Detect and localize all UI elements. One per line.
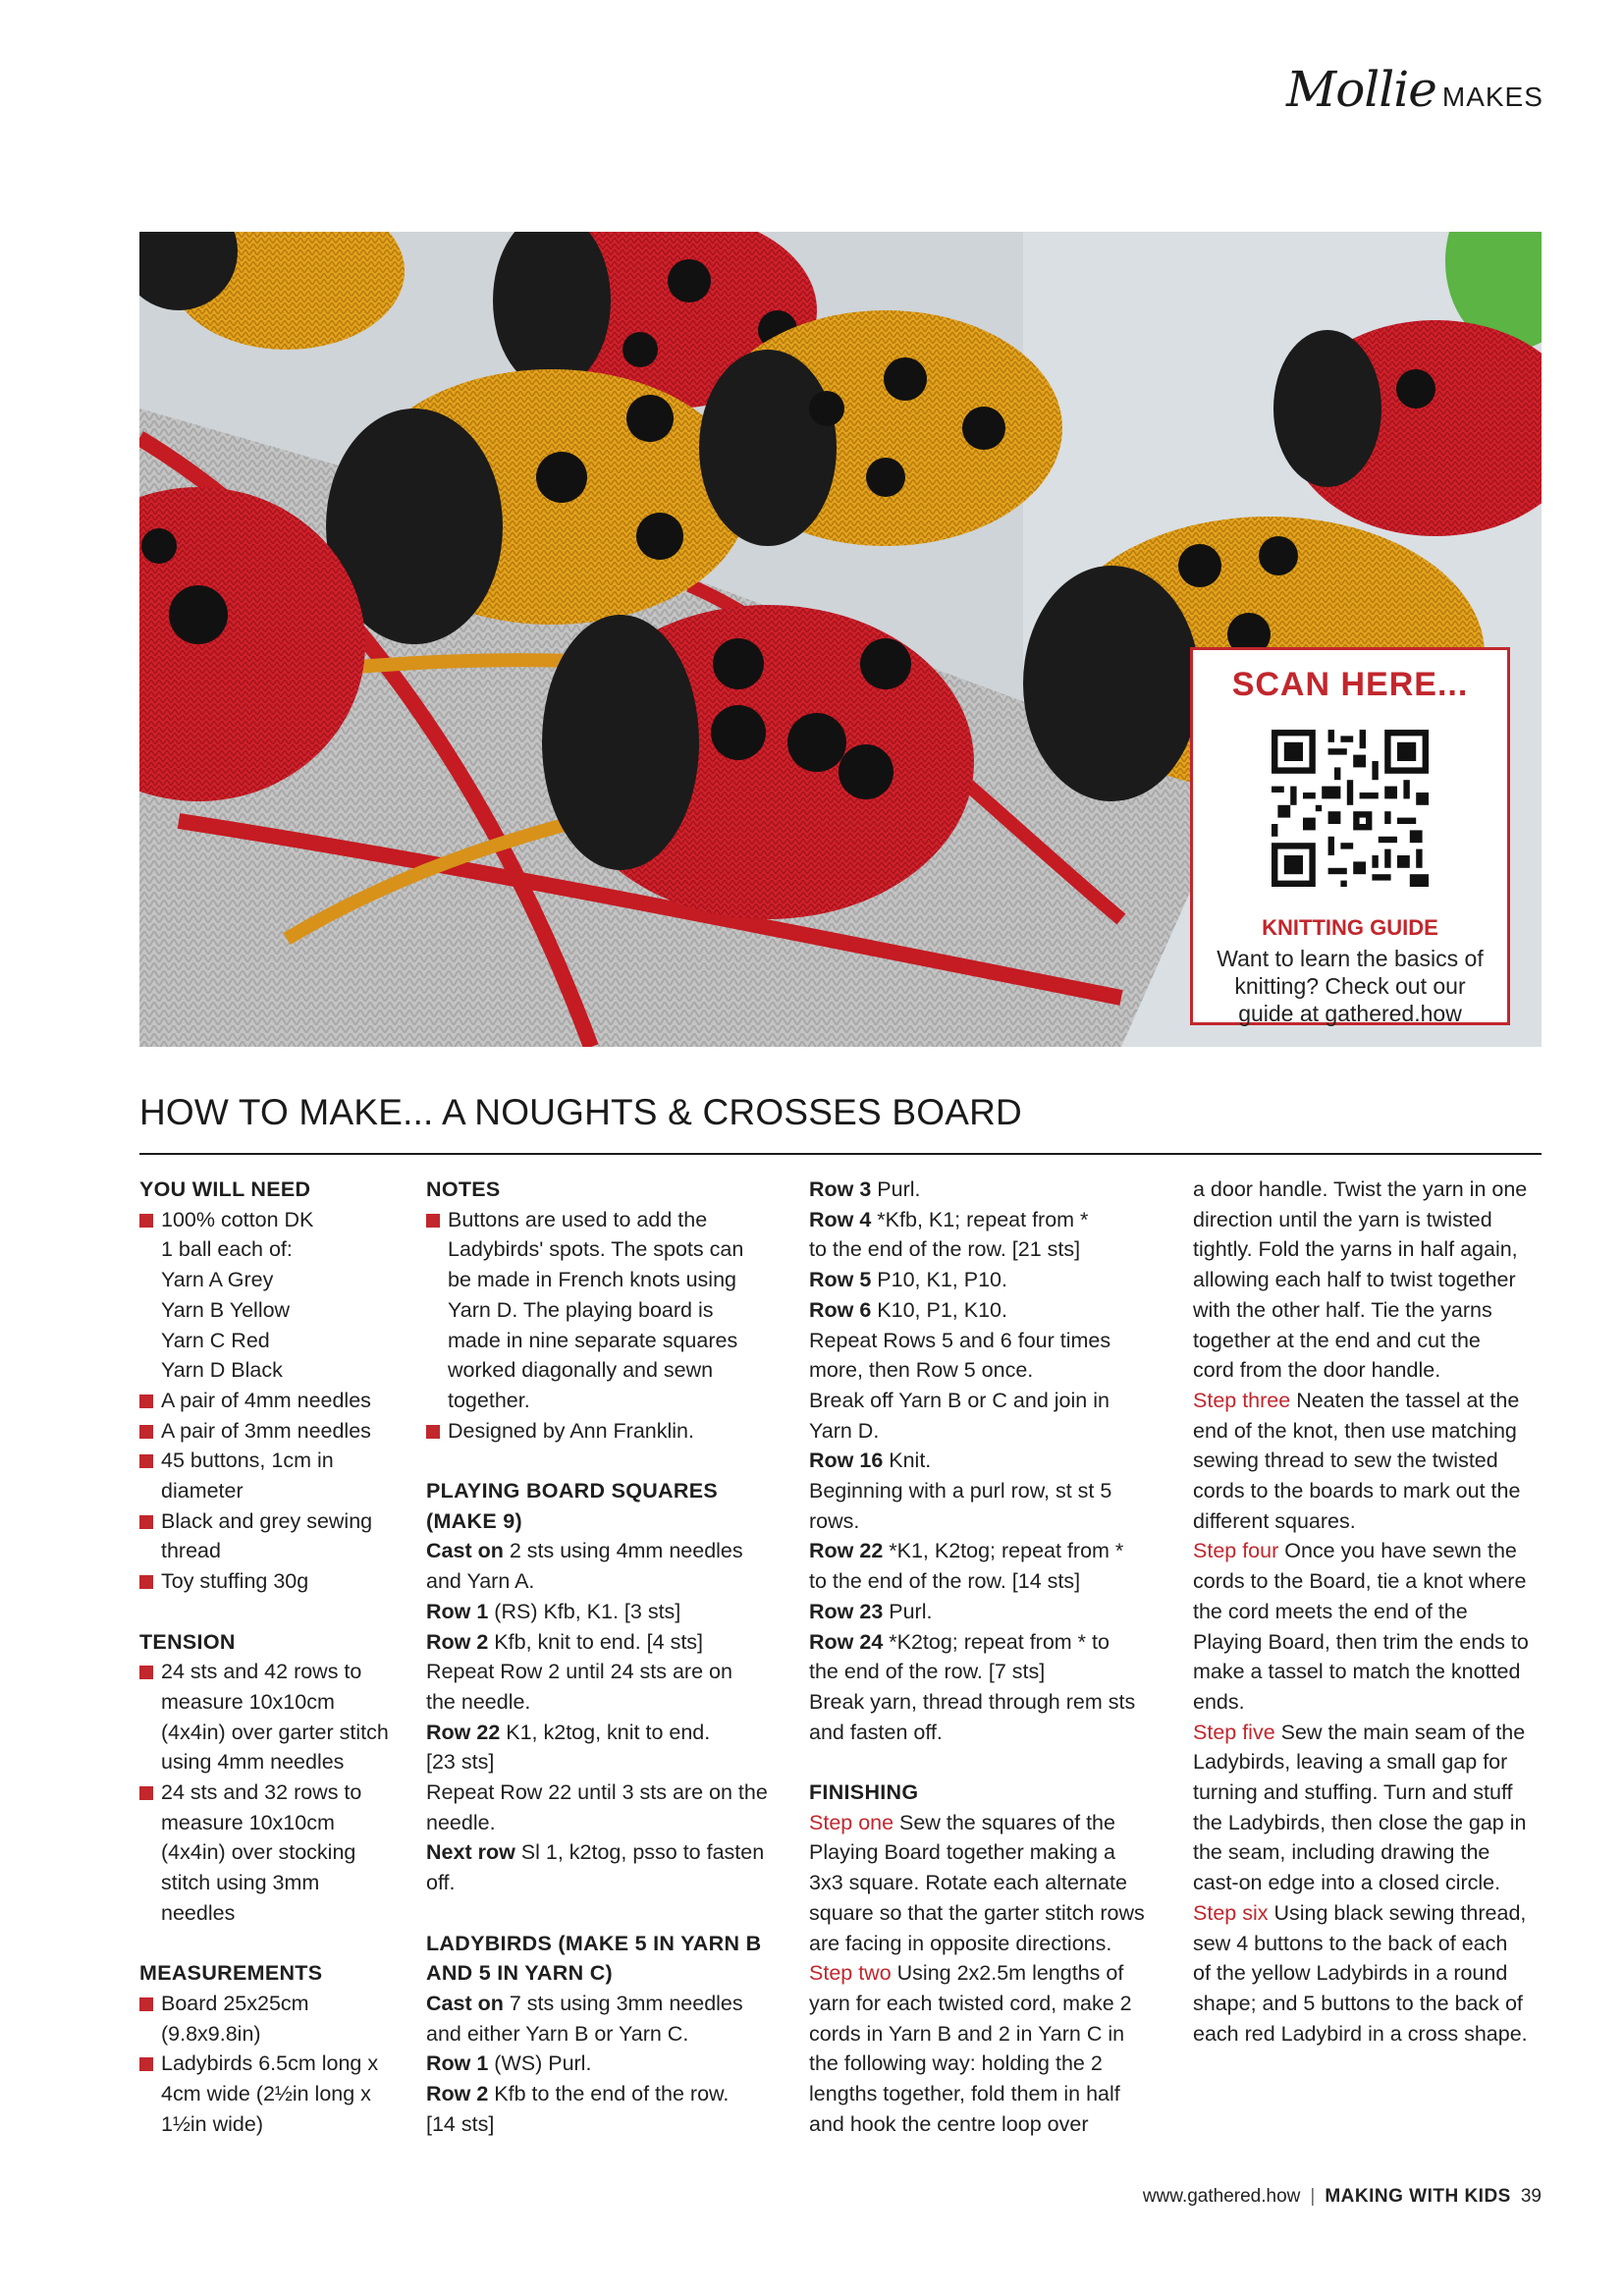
instruction: the end of the row. [7 sts] [809, 1660, 1046, 1684]
step-line: the following way: holding the 2 [809, 2051, 1103, 2076]
instruction: Next row Sl 1, k2tog, psso to fasten [426, 1840, 765, 1865]
instruction: Yarn D. [809, 1418, 880, 1443]
list-item-cont: using 4mm needles [161, 1750, 345, 1775]
brand-logo [1286, 61, 1543, 118]
note-item: Buttons are used to add the [426, 1205, 789, 1235]
instruction: rows. [809, 1508, 860, 1533]
instruction: and fasten off. [809, 1720, 943, 1744]
instruction: Repeat Row 2 until 24 sts are on [426, 1660, 732, 1684]
step-line: end of the knot, then use matching [1193, 1418, 1517, 1443]
instruction: Row 5 P10, K1, P10. [809, 1268, 1007, 1292]
step: Step six Using black sewing thread, [1193, 1900, 1527, 1925]
qr-code-icon[interactable] [1272, 730, 1429, 887]
step-line: and hook the centre loop over [809, 2111, 1089, 2136]
page-number: 39 [1520, 2186, 1542, 2207]
heading-you-will-need: YOU WILL NEED [139, 1177, 311, 1201]
step-line: square so that the garter stitch rows [809, 1900, 1145, 1925]
column-ladybird-rows [809, 1175, 1172, 2139]
step-line: each red Ladybird in a cross shape. [1193, 2021, 1528, 2046]
step-line: turning and stuffing. Turn and stuff [1193, 1780, 1513, 1805]
list-item-cont: diameter [161, 1479, 244, 1503]
scan-description: Want to learn the basics of knitting? Check out our guide at gathered.how [1217, 946, 1484, 1026]
step-line: Playing Board together making a [809, 1840, 1115, 1865]
list-item-cont: (9.8x9.8in) [161, 2021, 261, 2046]
instruction: Row 22 K1, k2tog, knit to end. [426, 1720, 711, 1744]
instruction: Row 23 Purl. [809, 1599, 933, 1623]
list-item-cont: stitch using 3mm [161, 1871, 320, 1895]
step-line: ends. [1193, 1689, 1245, 1714]
yarn-a: Yarn A Grey [161, 1268, 274, 1292]
step: Step two Using 2x2.5m lengths of [809, 1961, 1124, 1986]
instruction: Cast on 2 sts using 4mm needles [426, 1539, 743, 1563]
step-line: cords to the boards to mark out the [1193, 1479, 1521, 1503]
step-line: a door handle. Twist the yarn in one [1193, 1177, 1528, 1201]
note-line: together. [448, 1388, 530, 1412]
step: Step three Neaten the tassel at the [1193, 1388, 1520, 1412]
list-item: Board 25x25cm [139, 1989, 405, 2019]
step-line: are facing in opposite directions. [809, 1931, 1112, 1955]
heading-finishing: FINISHING [809, 1780, 919, 1805]
step-line: cords in Yarn B and 2 in Yarn C in [809, 2021, 1125, 2046]
note-line: Ladybirds' spots. The spots can [448, 1237, 744, 1262]
list-item: 24 sts and 32 rows to [139, 1777, 405, 1808]
instruction: Row 1 (WS) Purl. [426, 2051, 592, 2076]
instruction: Break off Yarn B or C and join in [809, 1388, 1110, 1412]
list-item-cont: thread [161, 1539, 221, 1563]
step-line: the Ladybirds, then close the gap in [1193, 1810, 1527, 1834]
instruction: to the end of the row. [21 sts] [809, 1237, 1081, 1262]
instruction: Row 6 K10, P1, K10. [809, 1297, 1007, 1322]
list-item: 45 buttons, 1cm in [139, 1446, 405, 1476]
instruction: Cast on 7 sts using 3mm needles [426, 1991, 743, 2015]
note-line: made in nine separate squares [448, 1328, 738, 1352]
list-item-cont: 4cm wide (2½in long x [161, 2082, 371, 2106]
instruction: Row 22 *K1, K2tog; repeat from * [809, 1539, 1124, 1563]
instruction: Repeat Row 22 until 3 sts are on the [426, 1780, 768, 1805]
footer-separator: | [1310, 2186, 1316, 2207]
step-line: Playing Board, then trim the ends to [1193, 1629, 1529, 1654]
instruction: Row 24 *K2tog; repeat from * to [809, 1629, 1110, 1654]
step-line: Ladybirds, leaving a small gap for [1193, 1750, 1508, 1775]
scan-subtitle: KNITTING GUIDE [1262, 915, 1438, 940]
instruction: [14 sts] [426, 2111, 495, 2136]
column-materials [139, 1175, 405, 2139]
heading-board-squares-2: (MAKE 9) [426, 1508, 522, 1533]
yarn-b: Yarn B Yellow [161, 1297, 291, 1322]
heading-notes: NOTES [426, 1177, 501, 1201]
instruction: Row 2 Kfb, knit to end. [4 sts] [426, 1629, 704, 1654]
step-line: different squares. [1193, 1508, 1356, 1533]
column-finishing [1193, 1175, 1546, 2049]
instruction: Row 3 Purl. [809, 1177, 921, 1201]
instruction: Row 4 *Kfb, K1; repeat from * [809, 1207, 1089, 1231]
step-line: lengths together, fold them in half [809, 2082, 1120, 2106]
step-line: make a tassel to match the knotted [1193, 1660, 1521, 1684]
step: Step four Once you have sewn the [1193, 1539, 1517, 1563]
brand-makes: MAKES [1441, 82, 1543, 112]
note-item: Designed by Ann Franklin. [426, 1416, 789, 1447]
list-item: 24 sts and 42 rows to [139, 1657, 405, 1687]
step: Step one Sew the squares of the [809, 1810, 1115, 1834]
instruction: Row 1 (RS) Kfb, K1. [3 sts] [426, 1599, 681, 1623]
instruction: and Yarn A. [426, 1569, 535, 1594]
footer-url[interactable]: www.gathered.how [1142, 2186, 1301, 2207]
instruction: the needle. [426, 1689, 531, 1714]
instruction: Repeat Rows 5 and 6 four times [809, 1328, 1111, 1352]
list-item: Black and grey sewing [139, 1506, 405, 1537]
column-notes [426, 1175, 789, 2139]
instruction: to the end of the row. [14 sts] [809, 1569, 1081, 1594]
list-item: 100% cotton DK [139, 1205, 405, 1235]
step-line: sew 4 buttons to the back of each [1193, 1931, 1508, 1955]
instruction: [23 sts] [426, 1750, 495, 1775]
step-line: shape; and 5 buttons to the back of [1193, 1991, 1523, 2015]
yarn-c: Yarn C Red [161, 1328, 270, 1352]
list-item: Ladybirds 6.5cm long x [139, 2049, 405, 2079]
list-item-cont: measure 10x10cm [161, 1810, 335, 1834]
section-title: HOW TO MAKE... A NOUGHTS & CROSSES BOARD [139, 1092, 1022, 1132]
yarn-d: Yarn D Black [161, 1358, 283, 1383]
step-line: with the other half. Tie the yarns [1193, 1297, 1492, 1322]
list-item: A pair of 3mm needles [139, 1416, 405, 1447]
step-line: of the yellow Ladybirds in a round [1193, 1961, 1508, 1986]
list-item-cont: 1 ball each of: [161, 1237, 293, 1262]
step-line: cord from the door handle. [1193, 1358, 1441, 1383]
heading-ladybirds-2: AND 5 IN YARN C) [426, 1961, 613, 1986]
scan-here-box [1190, 647, 1510, 1025]
footer-section: MAKING WITH KIDS [1325, 2186, 1511, 2207]
instruction: Beginning with a purl row, st st 5 [809, 1479, 1112, 1503]
heading-measurements: MEASUREMENTS [139, 1961, 323, 1986]
brand-script: Mollie [1286, 61, 1436, 118]
step-line: the seam, including drawing the [1193, 1840, 1490, 1865]
heading-tension: TENSION [139, 1629, 236, 1654]
list-item-cont: 1½in wide) [161, 2111, 263, 2136]
step-line: the cord meets the end of the [1193, 1599, 1468, 1623]
step-line: sewing thread to sew the twisted [1193, 1449, 1498, 1473]
step-line: cords to the Board, tie a knot where [1193, 1569, 1527, 1594]
instruction: needle. [426, 1810, 496, 1834]
instruction: Row 2 Kfb to the end of the row. [426, 2082, 730, 2106]
step: Step five Sew the main seam of the [1193, 1720, 1526, 1744]
page-footer [1143, 2186, 1542, 2208]
list-item-cont: (4x4in) over stocking [161, 1840, 356, 1865]
step-line: allowing each half to twist together [1193, 1268, 1516, 1292]
heading-ladybirds: LADYBIRDS (MAKE 5 IN YARN B [426, 1931, 762, 1955]
section-divider [139, 1153, 1542, 1155]
step-line: direction until the yarn is twisted [1193, 1207, 1492, 1231]
step-line: 3x3 square. Rotate each alternate [809, 1871, 1127, 1895]
note-line: worked diagonally and sewn [448, 1358, 714, 1383]
step-line: tightly. Fold the yarns in half again, [1193, 1237, 1518, 1262]
list-item: A pair of 4mm needles [139, 1386, 405, 1416]
note-line: Yarn D. The playing board is [448, 1297, 714, 1322]
instruction: off. [426, 1871, 456, 1895]
instruction: more, then Row 5 once. [809, 1358, 1034, 1383]
list-item-cont: needles [161, 1900, 236, 1925]
list-item: Toy stuffing 30g [139, 1566, 405, 1597]
heading-board-squares: PLAYING BOARD SQUARES [426, 1479, 718, 1503]
note-line: be made in French knots using [448, 1268, 736, 1292]
step-line: together at the end and cut the [1193, 1328, 1481, 1352]
scan-title: SCAN HERE... [1231, 666, 1469, 703]
list-item-cont: measure 10x10cm [161, 1689, 335, 1714]
instruction: Break yarn, thread through rem sts [809, 1689, 1136, 1714]
step-line: cast-on edge into a closed circle. [1193, 1871, 1501, 1895]
list-item-cont: (4x4in) over garter stitch [161, 1720, 389, 1744]
instruction: Row 16 Knit. [809, 1449, 932, 1473]
instruction: and either Yarn B or Yarn C. [426, 2021, 689, 2046]
step-line: yarn for each twisted cord, make 2 [809, 1991, 1132, 2015]
